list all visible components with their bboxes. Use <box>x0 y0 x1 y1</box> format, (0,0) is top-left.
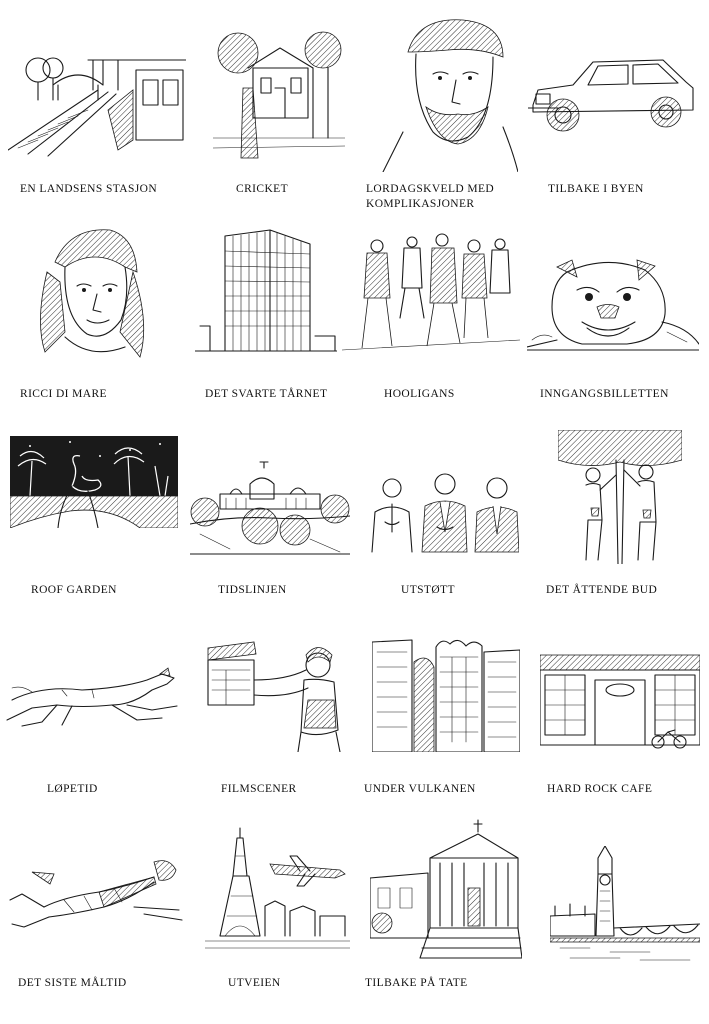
railway-station-illustration <box>8 30 186 158</box>
big-ben-bridge-illustration <box>550 846 700 964</box>
tile-caption: HOOLIGANS <box>384 388 455 400</box>
storefront-illustration <box>540 650 700 750</box>
floating-figure-illustration <box>4 852 184 948</box>
adam-eve-tree-illustration <box>558 430 682 564</box>
bulldog-illustration <box>527 252 699 352</box>
woman-portrait-illustration <box>25 222 155 360</box>
tate-gallery-illustration <box>370 818 522 962</box>
tile-caption: DET SISTE MÅLTID <box>18 977 127 989</box>
tile-caption: LØPETID <box>47 783 98 795</box>
tile-caption: LORDAGSKVELD MED KOMPLIKASJONER <box>366 183 495 210</box>
tile-caption: UTVEIEN <box>228 977 281 989</box>
observatory-hill-illustration <box>190 454 350 556</box>
tile-caption: ROOF GARDEN <box>31 584 117 596</box>
tile-caption: CRICKET <box>236 183 288 195</box>
tile-caption: INNGANGSBILLETTEN <box>540 388 669 400</box>
tile-caption: TILBAKE PÅ TATE <box>365 977 468 989</box>
film-clapperboard-illustration <box>206 640 350 752</box>
crowd-figures-illustration <box>342 228 520 356</box>
tile-caption: DET SVARTE TÅRNET <box>205 388 328 400</box>
tile-caption: RICCI DI MARE <box>20 388 107 400</box>
modernist-facade-illustration <box>372 632 520 752</box>
cricket-garden-illustration <box>213 28 345 162</box>
greyhound-illustration <box>2 660 182 730</box>
tower-block-illustration <box>195 226 337 354</box>
three-men-illustration <box>367 472 519 554</box>
vintage-car-illustration <box>528 50 696 142</box>
bearded-man-portrait-illustration <box>378 12 518 172</box>
tile-caption: FILMSCENER <box>221 783 297 795</box>
flamingo-night-garden-illustration <box>10 436 178 528</box>
tile-caption: UTSTØTT <box>401 584 455 596</box>
eiffel-tower-plane-illustration <box>205 826 350 952</box>
tile-caption: DET ÅTTENDE BUD <box>546 584 658 596</box>
tile-caption: UNDER VULKANEN <box>364 783 476 795</box>
tile-caption: HARD ROCK CAFE <box>547 783 653 795</box>
tile-caption: TILBAKE I BYEN <box>548 183 644 195</box>
tile-caption: TIDSLINJEN <box>218 584 287 596</box>
tile-caption: EN LANDSENS STASJON <box>20 183 158 195</box>
